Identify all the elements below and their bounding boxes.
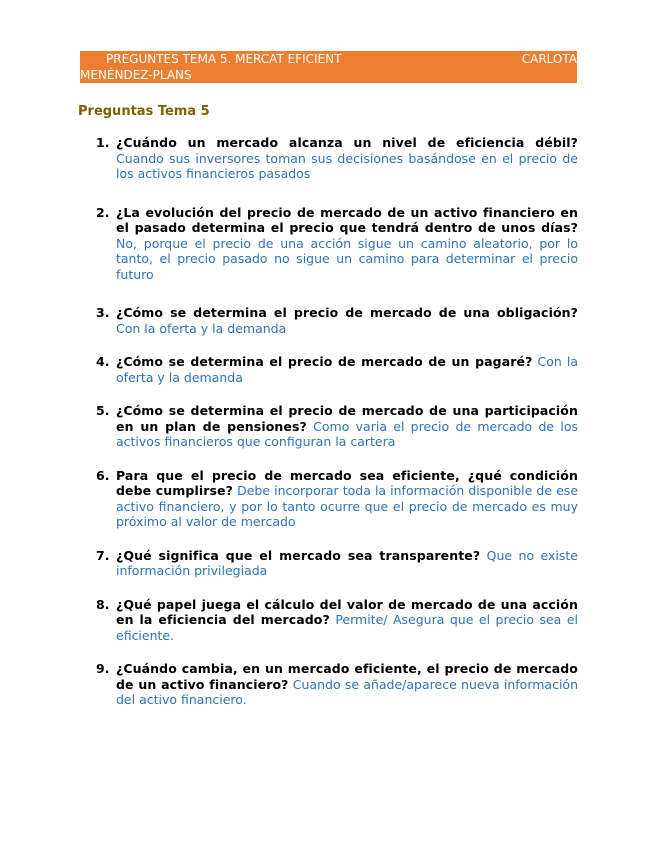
answer-text: Cuando se añade/aparece nueva información del activo financiero. — [116, 676, 578, 707]
question-number: 9. — [96, 661, 110, 676]
question-number: 7. — [96, 547, 110, 563]
answer-text: Con la oferta y la demanda — [116, 320, 287, 336]
header-author-last: MENÉNDEZ-PLANS — [80, 68, 192, 82]
question-item-4 — [78, 354, 578, 385]
question-item-8 — [78, 597, 578, 644]
section-title: Preguntas Tema 5 — [78, 104, 210, 119]
question-text: ¿Qué papel juega el cálculo del valor de mercado de una acción en la eficiencia del mercado? — [116, 596, 578, 627]
question-number: 1. — [96, 135, 110, 150]
question-number: 5. — [96, 403, 110, 418]
question-number: 3. — [96, 305, 110, 320]
answer-text: Cuando sus inversores toman sus decisiones basándose en el precio de los activos financieros pasados — [116, 150, 578, 181]
question-number: 4. — [96, 354, 110, 369]
question-text: ¿La evolución del precio de mercado de un activo financiero en el pasado determina el precio que tendrá dentro de unos días? — [116, 204, 578, 235]
question-number: 6. — [96, 467, 110, 483]
question-number: 8. — [96, 596, 110, 612]
question-text: ¿Cuándo cambia, en un mercado eficiente, el precio de mercado de un activo financiero? — [116, 661, 578, 692]
question-text: ¿Cuándo un mercado alcanza un nivel de eficiencia débil? — [116, 135, 578, 150]
answer-text: Como varia el precio de mercado de los activos financieros que configuran la cartera — [116, 418, 578, 449]
header-line-1 — [80, 51, 577, 67]
question-item-7 — [78, 548, 578, 579]
question-text: Para que el precio de mercado sea eficiente, ¿qué condición debe cumplirse? — [116, 467, 578, 498]
header-title: PREGUNTES TEMA 5. MERCAT EFICIENT — [106, 52, 342, 66]
header-author-first: CARLOTA — [521, 52, 577, 66]
question-text: ¿Cómo se determina el precio de mercado de un pagaré? — [116, 354, 533, 369]
question-item-5 — [78, 403, 578, 450]
question-number: 2. — [96, 204, 110, 220]
question-item-9 — [78, 661, 578, 708]
question-text: ¿Qué significa que el mercado sea transparente? — [116, 547, 481, 563]
answer-text: Que no existe información privilegiada — [116, 547, 578, 578]
question-item-3 — [78, 305, 578, 336]
answer-text: Debe incorporar toda la información disponible de ese activo financiero, y por lo tanto ocurre que el precio de mercado es muy próximo al valor de mercado — [116, 483, 579, 529]
answer-text: Con la oferta y la demanda — [116, 354, 579, 385]
answer-text: Permite/ Asegura que el precio sea el eficiente. — [116, 612, 578, 643]
question-item-1 — [78, 135, 578, 182]
question-item-2 — [78, 205, 578, 283]
question-text: ¿Cómo se determina el precio de mercado de una participación en un plan de pensiones? — [116, 403, 578, 434]
question-text: ¿Cómo se determina el precio de mercado de una obligación? — [116, 305, 578, 320]
answer-text: No, porque el precio de una acción sigue un camino aleatorio, por lo tanto, el precio pasado no sigue un camino para determinar el precio futuro — [116, 235, 578, 282]
document-header — [80, 51, 577, 83]
question-list — [78, 135, 578, 708]
question-item-6 — [78, 468, 578, 530]
